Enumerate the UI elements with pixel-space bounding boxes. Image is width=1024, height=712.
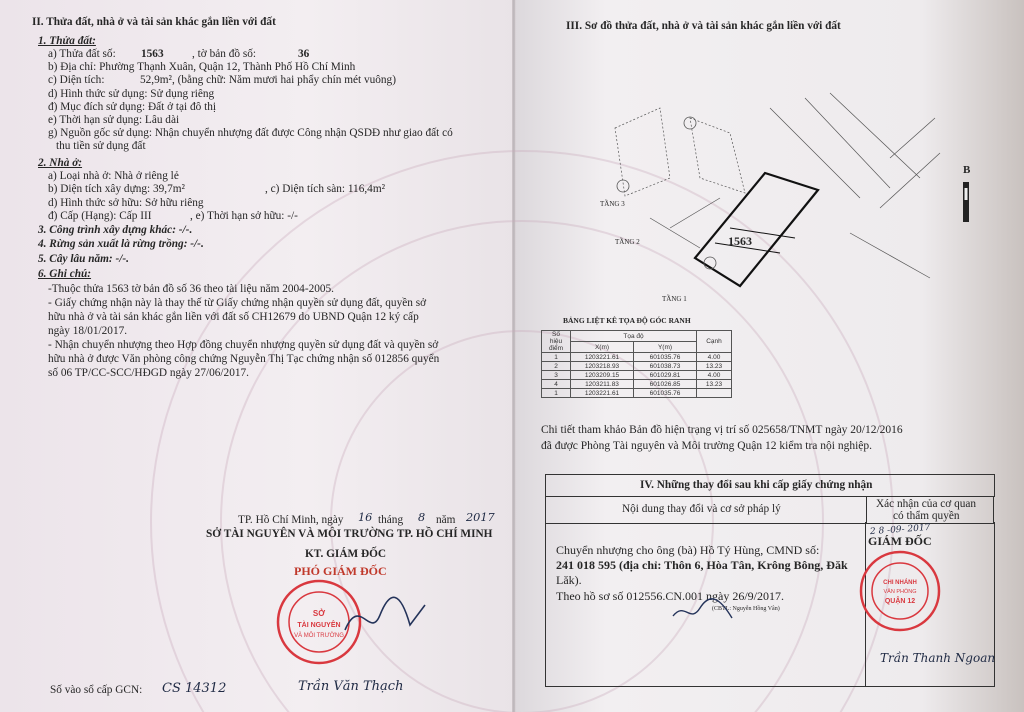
issuing-authority: SỞ TÀI NGUYÊN VÀ MÔI TRƯỜNG TP. HỒ CHÍ MINH bbox=[206, 528, 493, 540]
change-clerk-note: (CBTL: Nguyễn Hồng Vân) bbox=[712, 606, 780, 612]
gcn-label: Số vào sổ cấp GCN: bbox=[50, 684, 143, 696]
coord-table-title: BẢNG LIỆT KÊ TỌA ĐỘ GÓC RANH bbox=[563, 316, 691, 325]
land-use-term: e) Thời hạn sử dụng: Lâu dài bbox=[48, 114, 180, 126]
section2-title: II. Thửa đất, nhà ở và tài sản khác gắn liền với đất bbox=[32, 16, 276, 28]
cell-edge: 13.23 bbox=[697, 362, 732, 371]
branch-signer: Trần Thanh Ngoan bbox=[880, 651, 996, 665]
land-area: 52,9m², (bằng chữ: Năm mươi hai phẩy chín mét vuông) bbox=[140, 74, 396, 86]
note-line: -Thuộc thửa 1563 tờ bản đồ số 36 theo tài liệu năm 2004-2005. bbox=[48, 283, 334, 295]
cell-point: 4 bbox=[542, 380, 571, 389]
deputy-signature bbox=[340, 585, 430, 645]
svg-text:CHI NHÁNH: CHI NHÁNH bbox=[883, 580, 917, 586]
branch-director: GIÁM ĐỐC bbox=[868, 534, 932, 548]
map-sheet-label: , tờ bản đồ số: bbox=[192, 48, 257, 60]
house-floor-area: , c) Diện tích sàn: 116,4m² bbox=[265, 183, 385, 195]
coord-table bbox=[541, 330, 732, 398]
north-arrow-icon bbox=[959, 180, 973, 225]
cell-edge: 13.23 bbox=[697, 380, 732, 389]
change-entry: Lăk). bbox=[556, 573, 582, 587]
perennial-trees: 5. Cây lâu năm: -/-. bbox=[38, 253, 130, 265]
house-heading: 2. Nhà ở: bbox=[38, 157, 83, 169]
floor-label: TẦNG 3 bbox=[600, 200, 625, 208]
stamp-date: 2 8 -09- 2017 bbox=[869, 522, 931, 538]
land-use-form: d) Hình thức sử dụng: Sử dụng riêng bbox=[48, 88, 215, 100]
house-term: , e) Thời hạn sở hữu: -/- bbox=[190, 210, 298, 222]
svg-text:TÀI NGUYÊN: TÀI NGUYÊN bbox=[297, 622, 341, 629]
cell-x: 1203221.61 bbox=[571, 389, 634, 398]
cell-y: 601029.81 bbox=[634, 371, 697, 380]
table-row bbox=[542, 380, 732, 389]
land-number-label: a) Thửa đất số: bbox=[48, 48, 116, 60]
col-header: Số hiệu điểm bbox=[542, 331, 571, 353]
col-header: Tọa độ bbox=[571, 331, 697, 342]
cell-point: 1 bbox=[542, 389, 571, 398]
col-header: Y(m) bbox=[634, 342, 697, 353]
reference-line: Chi tiết tham khảo Bản đồ hiện trạng vị trí số 025658/TNMT ngày 20/12/2016 bbox=[541, 424, 903, 436]
map-sheet-number: 36 bbox=[298, 48, 310, 60]
table-row bbox=[542, 362, 732, 371]
floor-label: TẦNG 1 bbox=[662, 295, 687, 303]
cell-y: 601038.73 bbox=[634, 362, 697, 371]
land-address: b) Địa chỉ: Phường Thạnh Xuân, Quận 12, Thành Phố Hồ Chí Minh bbox=[48, 61, 356, 73]
note-line: - Giấy chứng nhận này là thay thế từ Giấy chứng nhận quyền sử dụng đất, quyền sở bbox=[48, 297, 427, 309]
col-header: Cạnh bbox=[697, 331, 732, 353]
land-number: 1563 bbox=[141, 48, 164, 60]
cell-x: 1203209.15 bbox=[571, 371, 634, 380]
note-line: số 06 TP/CC-SCC/HĐGD ngày 27/06/2017. bbox=[48, 367, 249, 379]
kt-director: KT. GIÁM ĐỐC bbox=[305, 548, 387, 560]
gcn-number: CS 14312 bbox=[162, 681, 227, 696]
changes-col2-label: có thẩm quyền bbox=[893, 510, 960, 522]
cell-point: 2 bbox=[542, 362, 571, 371]
cell-point: 1 bbox=[542, 353, 571, 362]
floor-label: TẦNG 2 bbox=[615, 238, 640, 246]
issue-year: 2017 bbox=[466, 511, 495, 524]
cell-edge: 4.00 bbox=[697, 371, 732, 380]
house-build-area: b) Diện tích xây dựng: 39,7m² bbox=[48, 183, 185, 195]
change-entry: Theo hồ sơ số 012556.CN.001 ngày 26/9/2017. bbox=[556, 589, 785, 603]
land-heading: 1. Thửa đất: bbox=[38, 35, 96, 47]
issue-day: 16 bbox=[358, 511, 373, 524]
cell-edge: 4.00 bbox=[697, 353, 732, 362]
svg-text:VĂN PHÒNG: VĂN PHÒNG bbox=[883, 589, 917, 595]
changes-col2-label: Xác nhận của cơ quan bbox=[876, 498, 977, 510]
land-origin: g) Nguồn gốc sử dụng: Nhận chuyển nhượng đất được Công nhận QSDĐ như giao đất có bbox=[48, 127, 453, 139]
svg-text:QUẬN 12: QUẬN 12 bbox=[884, 598, 916, 605]
deputy-director: PHÓ GIÁM ĐỐC bbox=[294, 564, 387, 578]
section3-title: III. Sơ đồ thửa đất, nhà ở và tài sản khác gắn liền với đất bbox=[566, 20, 841, 32]
other-works: 3. Công trình xây dựng khác: -/-. bbox=[38, 224, 193, 236]
svg-text:VÀ MÔI TRƯỜNG: VÀ MÔI TRƯỜNG bbox=[294, 633, 344, 639]
note-line: - Nhận chuyển nhượng theo Hợp đồng chuyển nhượng quyền sử dụng đất và quyền sở bbox=[48, 339, 439, 351]
table-row bbox=[542, 353, 732, 362]
col-header: X(m) bbox=[571, 342, 634, 353]
cell-point: 3 bbox=[542, 371, 571, 380]
change-entry: Chuyển nhượng cho ông (bà) Hồ Tý Hùng, CMND số: bbox=[556, 543, 820, 557]
note-line: hữu nhà ở được Văn phòng công chứng Nguyễn Thị Tạc chứng nhận số 012856 quyển bbox=[48, 353, 440, 365]
house-type: a) Loại nhà ở: Nhà ở riêng lẻ bbox=[48, 170, 179, 182]
house-grade: đ) Cấp (Hạng): Cấp III bbox=[48, 210, 152, 222]
issue-place: TP. Hồ Chí Minh, ngày bbox=[238, 514, 344, 526]
plot-diagram bbox=[590, 78, 950, 310]
issue-month-label: tháng bbox=[378, 514, 404, 526]
cell-y: 601035.76 bbox=[634, 389, 697, 398]
table-row bbox=[542, 389, 732, 398]
note-line: ngày 18/01/2017. bbox=[48, 325, 128, 337]
land-area-label: c) Diện tích: bbox=[48, 74, 105, 86]
cell-y: 601026.85 bbox=[634, 380, 697, 389]
notes-heading: 6. Ghi chú: bbox=[38, 268, 92, 280]
house-ownership: d) Hình thức sở hữu: Sở hữu riêng bbox=[48, 197, 204, 209]
parcel-number: 1563 bbox=[728, 234, 752, 248]
cell-x: 1203211.83 bbox=[571, 380, 634, 389]
table-row bbox=[542, 371, 732, 380]
cell-x: 1203221.61 bbox=[571, 353, 634, 362]
cell-edge bbox=[697, 389, 732, 398]
branch-seal bbox=[857, 548, 943, 634]
deputy-name: Trần Văn Thạch bbox=[298, 679, 404, 694]
cell-x: 1203218.93 bbox=[571, 362, 634, 371]
section4-title: IV. Những thay đổi sau khi cấp giấy chứng nhận bbox=[640, 479, 873, 491]
svg-text:SỞ: SỞ bbox=[312, 609, 326, 618]
north-label: B bbox=[963, 164, 971, 176]
planted-forest: 4. Rừng sản xuất là rừng trồng: -/-. bbox=[38, 238, 204, 250]
change-entry: 241 018 595 (địa chỉ: Thôn 6, Hòa Tân, Krông Bông, Đăk bbox=[556, 558, 848, 572]
land-use-purpose: đ) Mục đích sử dụng: Đất ở tại đô thị bbox=[48, 101, 217, 113]
changes-col1-label: Nội dung thay đổi và cơ sở pháp lý bbox=[622, 503, 781, 515]
issue-year-label: năm bbox=[436, 514, 456, 526]
land-origin-cont: thu tiền sử dụng đất bbox=[56, 140, 146, 152]
note-line: hữu nhà ở và tài sản khác gắn liền với đất số CH12679 do UBND Quận 12 ký cấp bbox=[48, 311, 419, 323]
issue-month: 8 bbox=[418, 511, 426, 524]
reference-line: đã được Phòng Tài nguyên và Môi trường Quận 12 kiểm tra nội nghiệp. bbox=[541, 440, 873, 452]
change-signature bbox=[670, 596, 740, 626]
cell-y: 601035.76 bbox=[634, 353, 697, 362]
